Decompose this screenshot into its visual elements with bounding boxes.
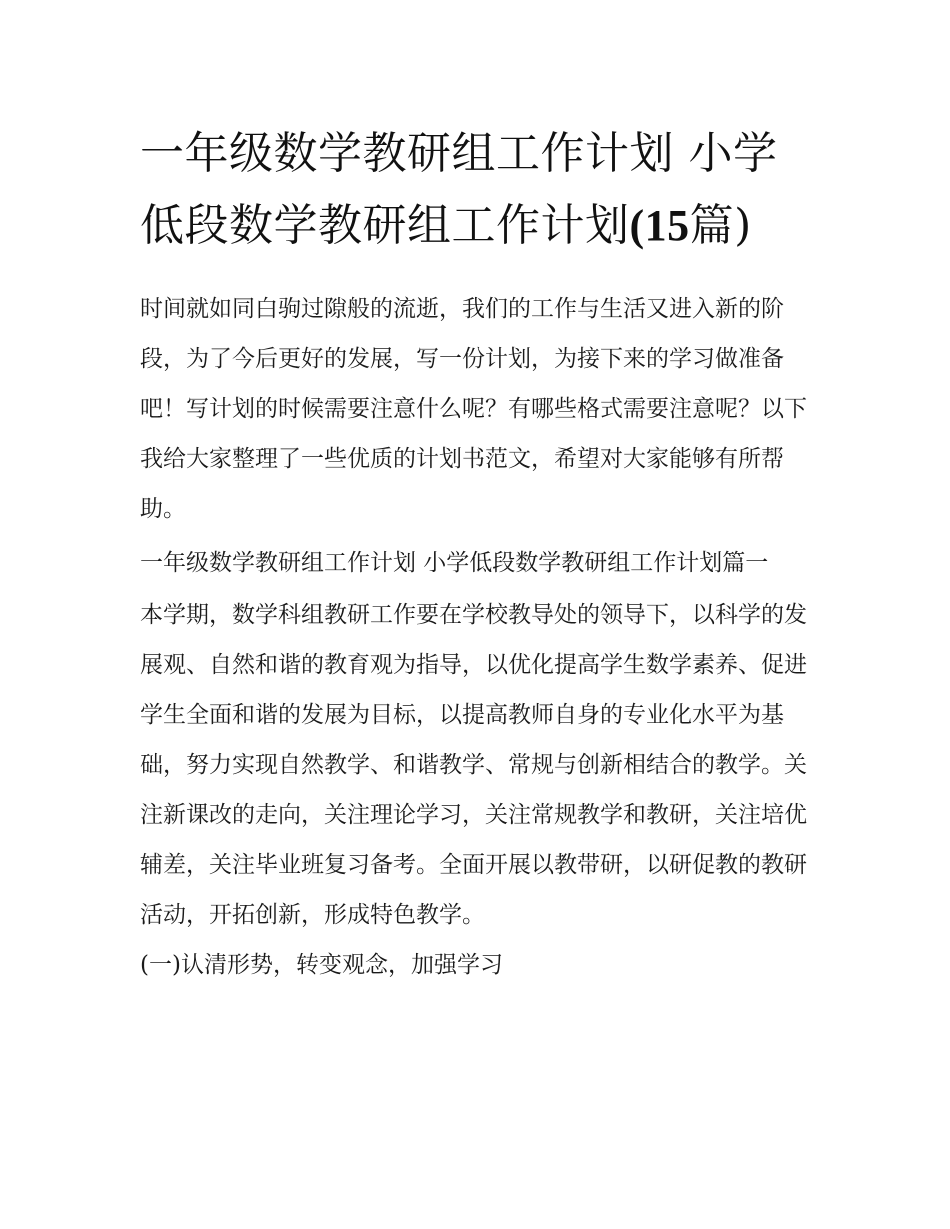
title-main-text: 一年级数学教研组工作计划 小学低段数学教研组工作计划 [140,128,778,251]
title-tail-text: 篇) [689,200,752,251]
intro-paragraph: 时间就如同白驹过隙般的流逝，我们的工作与生活又进入新的阶段，为了今后更好的发展，写一份计划，为接下来的学习做准备吧！写计划的时候需要注意什么呢？有哪些格式需要注意呢？以下我给大家整理了一些优质的计划书范文，希望对大家能够有所帮助。 [140,296,807,522]
title-count-text: (15 [629,201,690,250]
document-title [140,118,820,262]
document-page [140,118,820,990]
section-paragraph: 本学期，数学科组教研工作要在学校教导处的领导下，以科学的发展观、自然和谐的教育观为指导，以优化提高学生数学素养、促进学生全面和谐的发展为目标，以提高教师自身的专业化水平为基础，努力实现自然教学、和谐教学、常规与创新相结合的教学。关注新课改的走向，关注理论学习，关注常规教学和教研，关注培优辅差，关注毕业班复习备考。全面开展以教带研，以研促教的教研活动，开拓创新，形成特色教学。 [140,602,807,928]
section-subheading: 一年级数学教研组工作计划 小学低段数学教研组工作计划篇一 [140,550,769,576]
item-heading: (一)认清形势，转变观念，加强学习 [140,952,503,978]
